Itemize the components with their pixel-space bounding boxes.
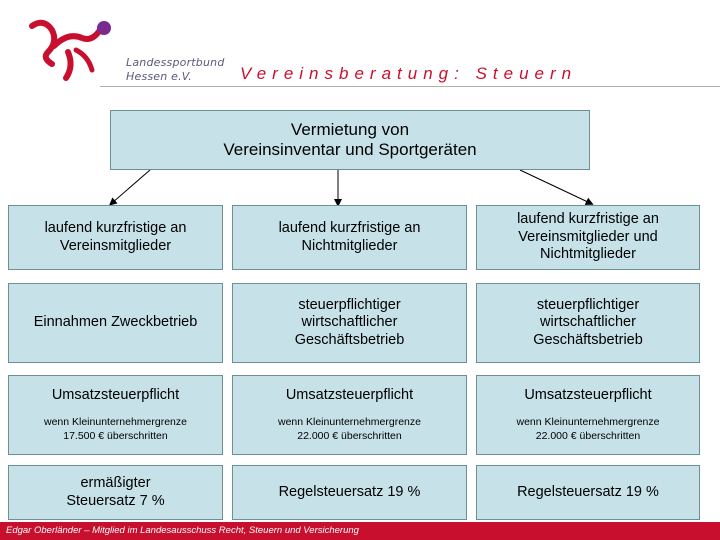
col3-rate-box <box>476 465 700 520</box>
footer-text: Edgar Oberländer – Mitglied im Landesausschuss Recht, Steuern und Versicherung <box>6 525 359 536</box>
page-title: Vereinsberatung: Steuern <box>240 64 578 83</box>
col2-vat-note-line-1: wenn Kleinunternehmergrenze <box>277 415 421 428</box>
col3-rate: Regelsteuersatz 19 % <box>517 483 659 500</box>
col3-vat-box <box>476 375 700 455</box>
col1-vat-box <box>8 375 223 455</box>
col1-vat-note-line-2: 17.500 € überschritten <box>63 429 168 442</box>
col2-rate: Regelsteuersatz 19 % <box>278 483 421 500</box>
col2-vat-note <box>278 415 421 443</box>
col2-category: laufend kurzfristige an Nichtmitglieder <box>278 220 421 254</box>
col3-vat-note-line-2: 22.000 € überschritten <box>535 429 641 442</box>
col2-type: steuerpflichtiger wirtschaftlicher Geschäftsbetrieb <box>294 296 405 348</box>
col3-category: laufend kurzfristige an Vereinsmitglieder und Nichtmitglieder <box>517 211 659 263</box>
col3-category-box <box>476 205 700 270</box>
col2-vat-box <box>232 375 467 455</box>
col2-rate-box <box>232 465 467 520</box>
logo-line-2: Hessen e.V. <box>126 70 192 83</box>
col3-vat-note-line-1: wenn Kleinunternehmergrenze <box>516 415 660 428</box>
col1-type-box <box>8 283 223 363</box>
col3-type-box <box>476 283 700 363</box>
col2-vat-note-line-2: 22.000 € überschritten <box>297 429 402 442</box>
col1-category: laufend kurzfristige an Vereinsmitglieder <box>44 220 187 254</box>
col3-type: steuerpflichtiger wirtschaftlicher Geschäftsbetrieb <box>533 296 643 348</box>
logo-line-1: Landessportbund <box>126 56 225 69</box>
col1-rate: ermäßigter Steuersatz 7 % <box>66 475 165 509</box>
col1-rate-box <box>8 465 223 520</box>
col1-type: Einnahmen Zweckbetrieb <box>33 314 198 331</box>
col2-category-box <box>232 205 467 270</box>
top-topic-line-1: Vermietung von <box>290 119 410 139</box>
col3-vat-title: Umsatzsteuerpflicht <box>524 387 652 404</box>
arrow-right <box>520 170 590 203</box>
top-topic-box <box>110 110 590 170</box>
col2-vat-title: Umsatzsteuerpflicht <box>285 387 414 404</box>
footer-bar <box>0 522 720 540</box>
top-topic-line-2: Vereinsinventar und Sportgeräten <box>223 140 477 159</box>
col3-vat-note <box>516 415 659 443</box>
arrow-left <box>112 170 150 203</box>
col1-category-box <box>8 205 223 270</box>
col1-vat-note-line-1: wenn Kleinunternehmergrenze <box>43 415 187 428</box>
col1-vat-note <box>44 415 187 443</box>
col2-type-box <box>232 283 467 363</box>
col1-vat-title: Umsatzsteuerpflicht <box>51 387 180 404</box>
